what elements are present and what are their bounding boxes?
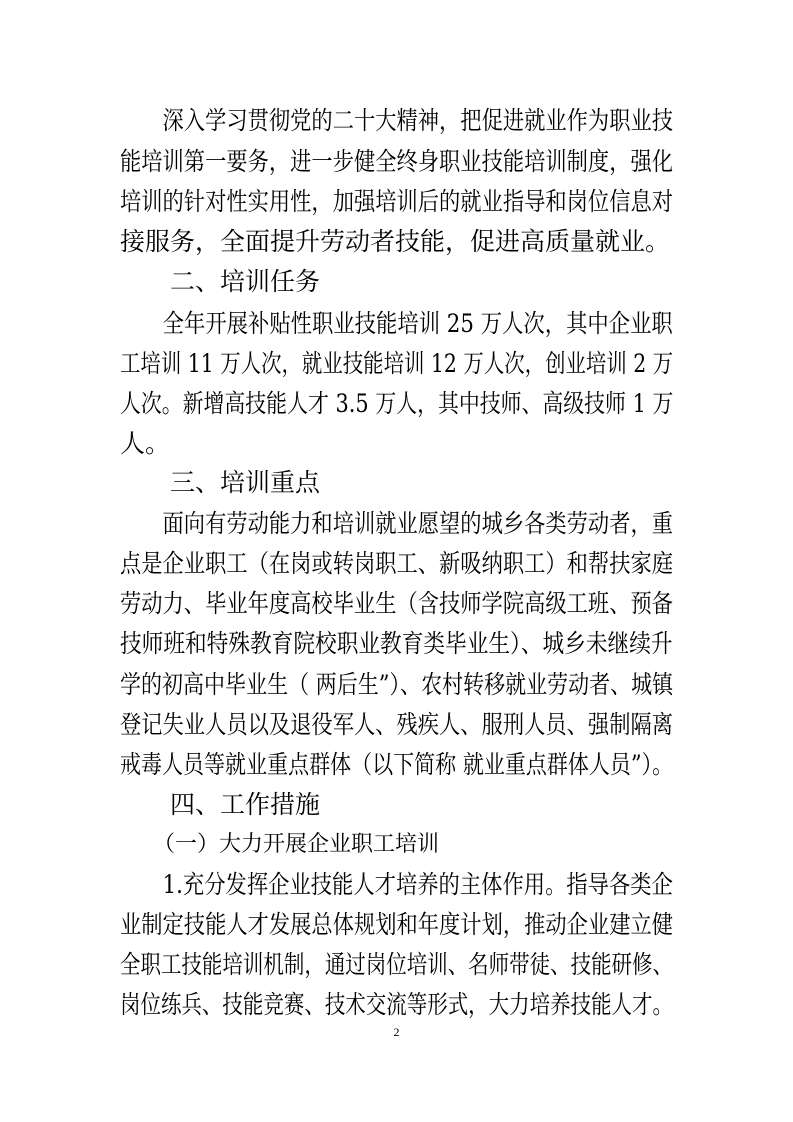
paragraph-line: 岗位练兵、技能竞赛、技术交流等形式，大力培养技能人才。	[120, 990, 674, 1019]
paragraph-line: 点是企业职工（在岗或转岗职工、新吸纳职工）和帮扶家庭	[120, 549, 674, 578]
paragraph-line: 全年开展补贴性职业技能培训 25 万人次，其中企业职	[120, 309, 673, 338]
paragraph-line: 深入学习贯彻党的二十大精神，把促进就业作为职业技	[120, 106, 674, 135]
paragraph-line: 人次。新增高技能人才 3.5 万人，其中技师、高级技师 1 万	[120, 389, 674, 418]
section-heading: 四、工作措施	[120, 790, 321, 819]
section-heading: 二、培训任务	[120, 267, 321, 296]
paragraph-line: 工培训 11 万人次，就业技能培训 12 万人次，创业培训 2 万	[120, 349, 674, 378]
paragraph-line: 技师班和特殊教育院校职业教育类毕业生）、城乡未继续升	[120, 629, 673, 658]
paragraph-line: 面向有劳动能力和培训就业愿望的城乡各类劳动者，重	[120, 509, 674, 538]
paragraph-line: 全职工技能培训机制，通过岗位培训、名师带徒、技能研修、	[120, 950, 674, 979]
paragraph-line: 戒毒人员等就业重点群体（以下简称 就业重点群体人员”）。	[120, 750, 674, 779]
paragraph-line: 培训的针对性实用性，加强培训后的就业指导和岗位信息对	[120, 187, 674, 216]
paragraph-line: 学的初高中毕业生（ 两后生”）、农村转移就业劳动者、城镇	[120, 670, 674, 699]
section-heading: 三、培训重点	[120, 468, 321, 497]
paragraph-line: 登记失业人员以及退役军人、残疾人、服刑人员、强制隔离	[120, 710, 674, 739]
paragraph-line: 业制定技能人才发展总体规划和年度计划，推动企业建立健	[120, 910, 674, 939]
page-number: 2	[393, 1025, 400, 1039]
paragraph-line: 1.充分发挥企业技能人才培养的主体作用。指导各类企	[120, 870, 673, 899]
paragraph-line: 人。	[120, 429, 171, 458]
subsection-heading: （一）大力开展企业职工培训	[120, 832, 440, 857]
paragraph-line: 能培训第一要务，进一步健全终身职业技能培训制度，强化	[120, 147, 674, 176]
paragraph-line: 劳动力、毕业年度高校毕业生（含技师学院高级工班、预备	[120, 589, 674, 618]
paragraph-line: 接服务，全面提升劳动者技能，促进高质量就业。	[120, 227, 671, 256]
